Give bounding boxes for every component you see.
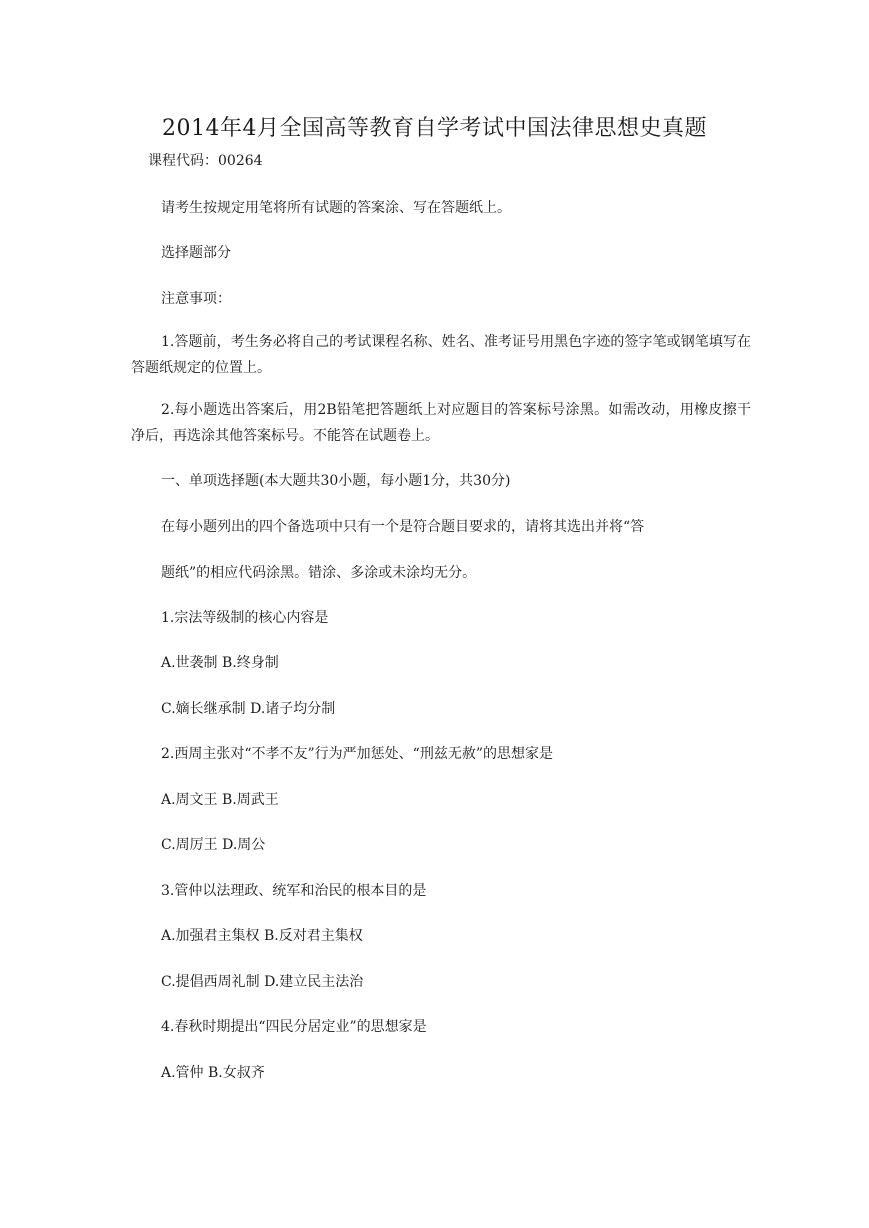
question-4-options-ab: A.管仲 B.女叔齐 [161, 1065, 265, 1081]
question-4-stem: 4.春秋时期提出“四民分居定业”的思想家是 [161, 1019, 427, 1035]
part-intro-line-1: 在每小题列出的四个备选项中只有一个是符合题目要求的，请将其选出并将“答 [161, 519, 645, 535]
question-2-options-cd: C.周厉王 D.周公 [161, 837, 266, 853]
question-2-options-ab: A.周文王 B.周武王 [161, 792, 279, 808]
page-title: 2014年4月全国高等教育自学考试中国法律思想史真题 [162, 116, 707, 141]
instruction-text: 请考生按规定用笔将所有试题的答案涂、写在答题纸上。 [161, 200, 511, 216]
question-1-options-cd: C.嫡长继承制 D.诸子均分制 [161, 701, 336, 717]
notes-label: 注意事项： [161, 291, 231, 307]
section-label: 选择题部分 [161, 245, 231, 261]
question-1-options-ab: A.世袭制 B.终身制 [161, 655, 279, 671]
question-2-stem: 2.西周主张对“不孝不友”行为严加惩处、“刑兹无赦”的思想家是 [161, 746, 553, 762]
course-code: 课程代码：00264 [148, 153, 263, 169]
question-3-options-ab: A.加强君主集权 B.反对君主集权 [161, 928, 363, 944]
part-intro-line-2: 题纸”的相应代码涂黑。错涂、多涂或未涂均无分。 [161, 565, 477, 581]
question-3-options-cd: C.提倡西周礼制 D.建立民主法治 [161, 974, 364, 990]
question-1-stem: 1.宗法等级制的核心内容是 [161, 610, 329, 626]
question-3-stem: 3.管仲以法理政、统军和治民的根本目的是 [161, 883, 427, 899]
note-1: 1.答题前，考生务必将自己的考试课程名称、姓名、准考证号用黑色字迹的签字笔或钢笔填写在答题纸规定的位置上。 [131, 334, 751, 376]
note-2: 2.每小题选出答案后，用2B铅笔把答题纸上对应题目的答案标号涂黑。如需改动，用橡皮擦干净后，再选涂其他答案标号。不能答在试题卷上。 [131, 402, 751, 444]
part-heading: 一、单项选择题(本大题共30小题，每小题1分，共30分) [161, 473, 511, 489]
